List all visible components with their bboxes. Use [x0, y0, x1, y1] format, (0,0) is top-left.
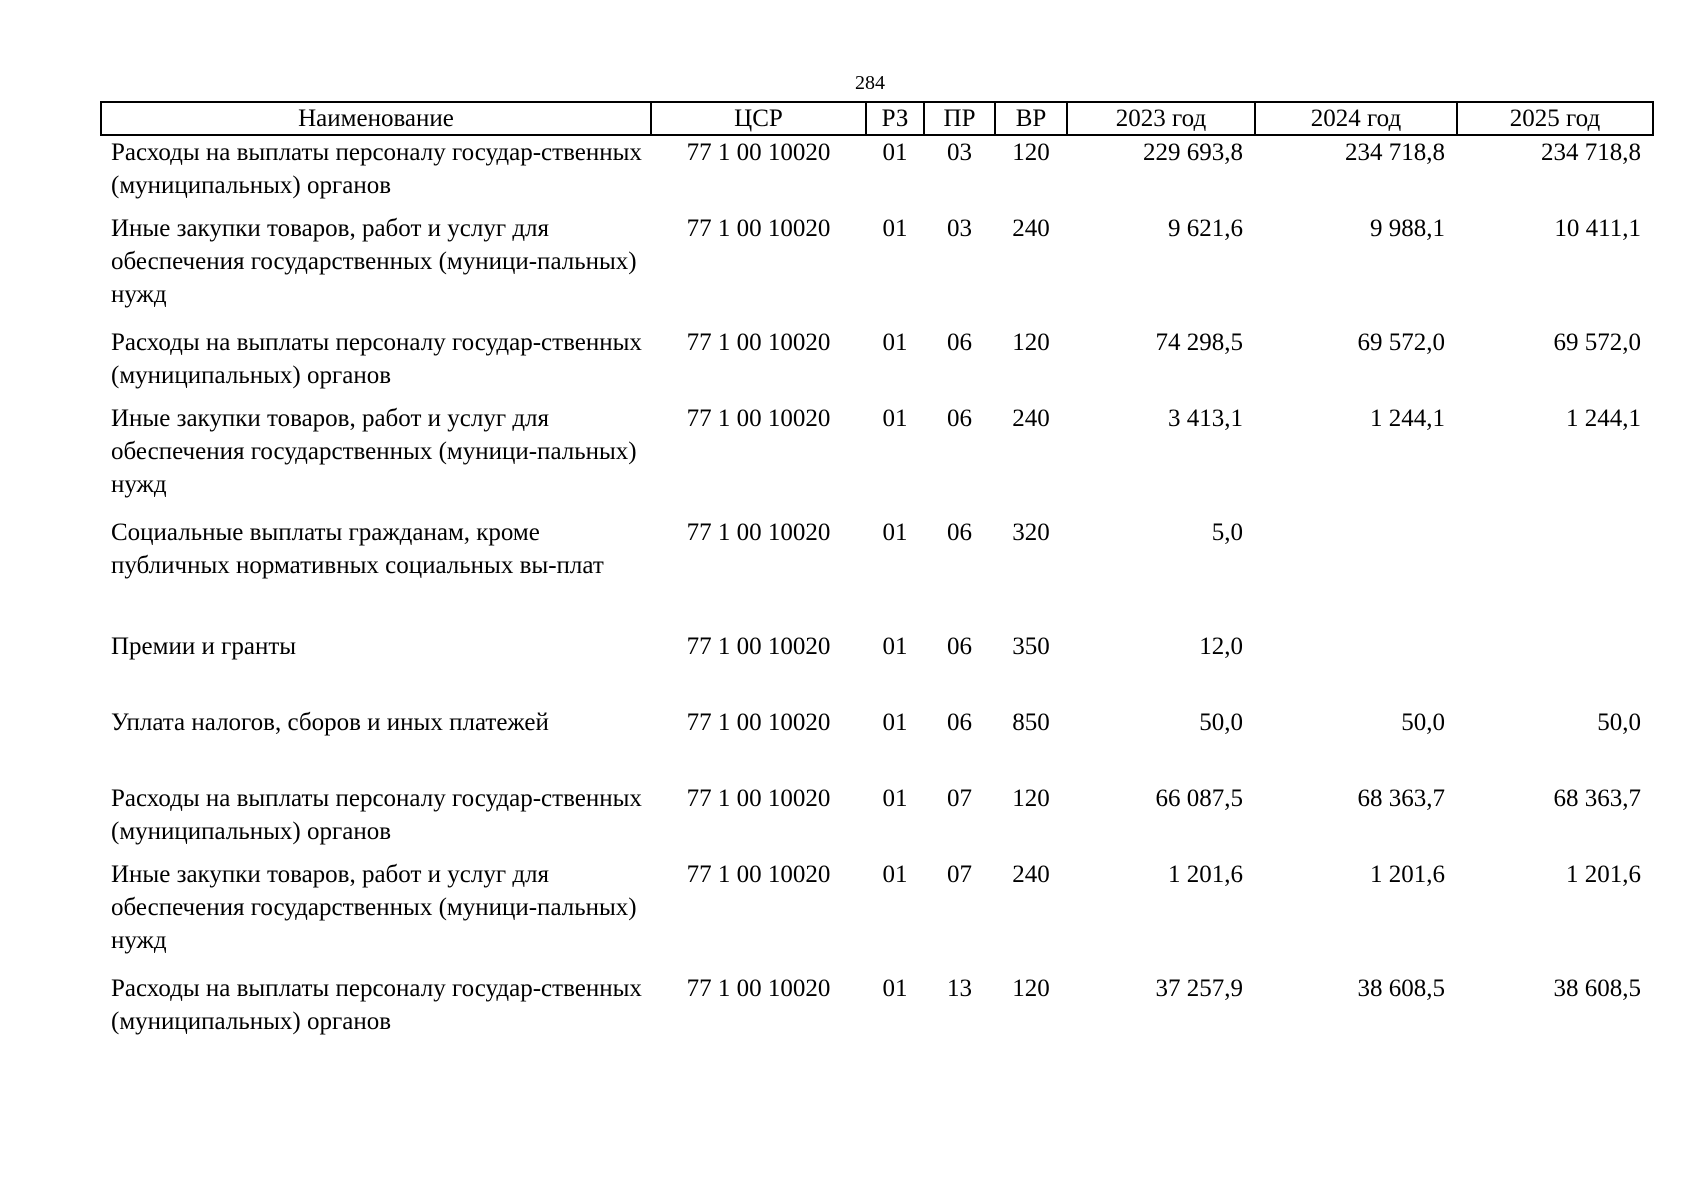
row-2025: [1457, 516, 1653, 630]
row-name: Иные закупки товаров, работ и услуг для обеспечения государственных (муници-пальных) нужд: [111, 405, 637, 498]
row-2024: 69 572,0: [1357, 329, 1445, 356]
row-name: Уплата налогов, сборов и иных платежей: [111, 709, 549, 736]
header-rz: РЗ: [866, 102, 924, 135]
row-name: Расходы на выплаты персоналу государ-ственных (муниципальных) органов: [111, 329, 642, 389]
row-rz: 01: [882, 861, 908, 888]
row-2025: 69 572,0: [1553, 329, 1641, 356]
row-vr: 120: [1012, 975, 1050, 1002]
row-2023: 50,0: [1199, 709, 1243, 736]
row-2025: 1 244,1: [1566, 405, 1641, 432]
header-csr: ЦСР: [651, 102, 866, 135]
row-2025: 38 608,5: [1553, 975, 1641, 1002]
table-row: [101, 858, 1653, 972]
row-pr: 03: [947, 215, 972, 242]
row-rz: 01: [882, 709, 908, 736]
row-2024: 1 244,1: [1370, 405, 1445, 432]
row-name: Расходы на выплаты персоналу государ-ственных (муниципальных) органов: [111, 975, 642, 1035]
row-name: Премии и гранты: [111, 633, 297, 660]
row-vr: 240: [1012, 405, 1050, 432]
row-2025: [1457, 630, 1653, 706]
row-vr: 120: [1012, 139, 1050, 166]
row-pr: 06: [947, 405, 972, 432]
row-2023: 229 693,8: [1143, 139, 1243, 166]
row-rz: 01: [882, 975, 908, 1002]
row-pr: 07: [947, 861, 972, 888]
row-csr: 77 1 00 10020: [686, 329, 831, 356]
row-2024: 1 201,6: [1370, 861, 1445, 888]
table-row: [101, 135, 1653, 212]
row-rz: 01: [882, 215, 908, 242]
row-2025: 10 411,1: [1554, 215, 1641, 242]
row-csr: 77 1 00 10020: [686, 405, 831, 432]
table-row: [101, 972, 1653, 1048]
header-vr: ВР: [995, 102, 1067, 135]
table-row: [101, 212, 1653, 326]
row-2024: 9 988,1: [1370, 215, 1445, 242]
row-csr: 77 1 00 10020: [686, 785, 831, 812]
row-2023: 66 087,5: [1155, 785, 1243, 812]
row-vr: 120: [1012, 785, 1050, 812]
table-row: [101, 326, 1653, 402]
header-2025: 2025 год: [1457, 102, 1653, 135]
row-rz: 01: [882, 519, 908, 546]
row-2023: 3 413,1: [1168, 405, 1243, 432]
row-csr: 77 1 00 10020: [686, 215, 831, 242]
row-2024: 50,0: [1401, 709, 1445, 736]
row-vr: 240: [1012, 861, 1050, 888]
row-vr: 850: [1012, 709, 1050, 736]
row-vr: 320: [1012, 519, 1050, 546]
row-csr: 77 1 00 10020: [686, 633, 831, 660]
header-pr: ПР: [924, 102, 995, 135]
header-name: Наименование: [101, 102, 651, 135]
row-2025: 50,0: [1597, 709, 1641, 736]
row-pr: 06: [947, 519, 972, 546]
row-vr: 240: [1012, 215, 1050, 242]
row-rz: 01: [882, 785, 908, 812]
row-csr: 77 1 00 10020: [686, 861, 831, 888]
row-2023: 9 621,6: [1168, 215, 1243, 242]
row-name: Расходы на выплаты персоналу государ-ственных (муниципальных) органов: [111, 785, 642, 845]
row-2025: 1 201,6: [1566, 861, 1641, 888]
table-row: [101, 782, 1653, 858]
row-rz: 01: [882, 139, 908, 166]
table-row: [101, 516, 1653, 630]
row-pr: 13: [947, 975, 972, 1002]
row-2023: 37 257,9: [1155, 975, 1243, 1002]
row-csr: 77 1 00 10020: [686, 709, 831, 736]
row-csr: 77 1 00 10020: [686, 139, 831, 166]
row-pr: 03: [947, 139, 972, 166]
row-vr: 120: [1012, 329, 1050, 356]
row-name: Иные закупки товаров, работ и услуг для обеспечения государственных (муници-пальных) нужд: [111, 861, 637, 954]
row-pr: 06: [947, 709, 972, 736]
row-rz: 01: [882, 633, 908, 660]
row-2024: 38 608,5: [1357, 975, 1445, 1002]
row-name: Иные закупки товаров, работ и услуг для обеспечения государственных (муници-пальных) нужд: [111, 215, 637, 308]
row-csr: 77 1 00 10020: [686, 519, 831, 546]
row-2024: [1255, 516, 1457, 630]
table-row: [101, 630, 1653, 706]
table-row: [101, 402, 1653, 516]
row-rz: 01: [882, 405, 908, 432]
row-2023: 12,0: [1199, 633, 1243, 660]
row-csr: 77 1 00 10020: [686, 975, 831, 1002]
budget-table: [100, 101, 1654, 1048]
row-2024: 68 363,7: [1357, 785, 1445, 812]
table-header-row: [101, 102, 1653, 135]
table-row: [101, 706, 1653, 782]
header-2024: 2024 год: [1255, 102, 1457, 135]
row-2024: 234 718,8: [1345, 139, 1445, 166]
row-2023: 1 201,6: [1168, 861, 1243, 888]
page-number: 284: [855, 72, 885, 94]
row-2025: 68 363,7: [1553, 785, 1641, 812]
row-name: Расходы на выплаты персоналу государ-ственных (муниципальных) органов: [111, 139, 642, 199]
row-2025: 234 718,8: [1541, 139, 1641, 166]
row-rz: 01: [882, 329, 908, 356]
row-2023: 74 298,5: [1155, 329, 1243, 356]
row-name: Социальные выплаты гражданам, кроме публичных нормативных социальных вы-плат: [111, 519, 604, 579]
row-pr: 07: [947, 785, 972, 812]
row-pr: 06: [947, 633, 972, 660]
row-2024: [1255, 630, 1457, 706]
row-vr: 350: [1012, 633, 1050, 660]
header-2023: 2023 год: [1067, 102, 1255, 135]
row-2023: 5,0: [1211, 519, 1243, 546]
row-pr: 06: [947, 329, 972, 356]
